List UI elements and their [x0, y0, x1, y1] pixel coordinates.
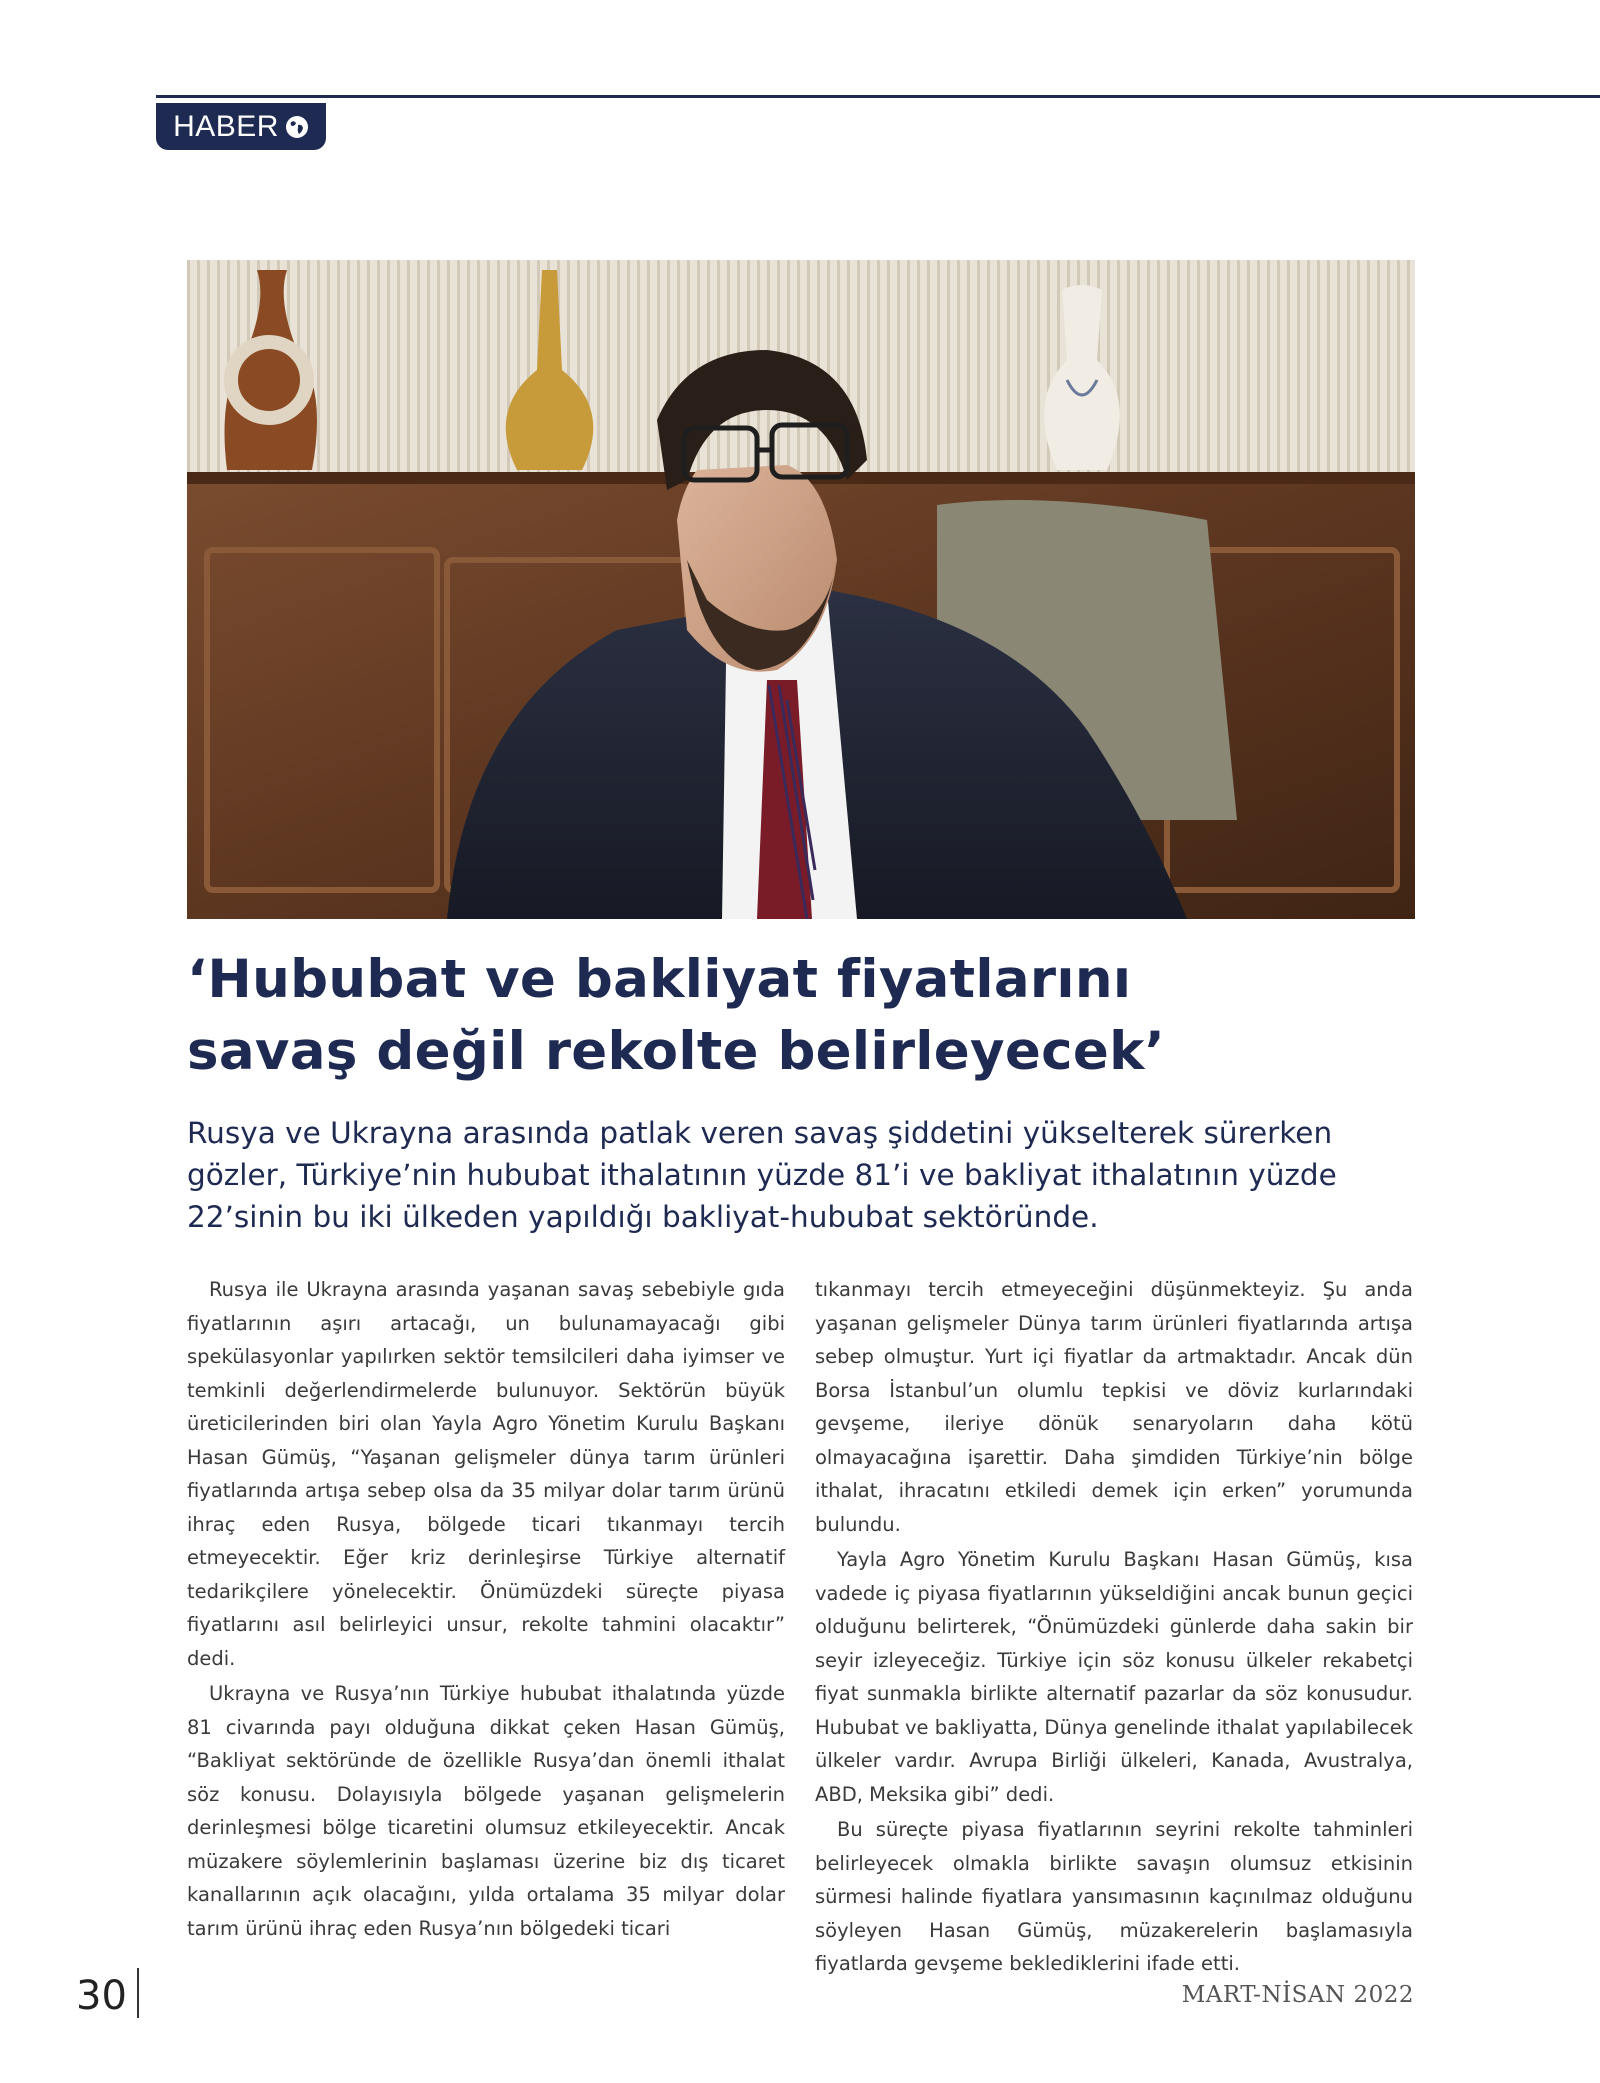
body-paragraph: Ukrayna ve Rusya’nın Türkiye hububat ithalatında yüzde 81 civarında payı olduğuna dikkat çeken Hasan Gümüş, “Bakliyat sektöründe de özellikle Rusya’dan önemli ithalat söz konusu. Dolayısıyla bölgede yaşanan gelişmelerin derinleşmesi bölge ticaretini olumsuz etkileyecektir. Ancak müzakere söylemlerinin başlaması üzerine biz dış ticaret kanallarının açık olacağını, yılda ortalama 35 milyar dolar tarım ürünü ihraç eden Rusya’nın bölgedeki ticari [187, 1682, 785, 1940]
lede-line: Rusya ve Ukrayna arasında patlak veren savaş şiddetini yükselterek sürerken [187, 1116, 1333, 1150]
globe-icon [285, 115, 309, 139]
headline-line: savaş değil rekolte belirleyecek’ [187, 1021, 1166, 1082]
body-column-right [815, 1273, 1413, 1981]
lede [187, 1112, 1417, 1238]
lede-line: gözler, Türkiye’nin hububat ithalatının yüzde 81’i ve bakliyat ithalatının yüzde [187, 1158, 1337, 1192]
body-column-left [187, 1273, 785, 1945]
body-paragraph: tıkanmayı tercih etmeyeceğini düşünmekteyiz. Şu anda yaşanan gelişmeler Dünya tarım ürünleri fiyatlarında artışa sebep olmuştur. Yurt içi fiyatlar da artmaktadır. Ancak dün Borsa İstanbul’un olumlu tepkisi ve döviz kurlarındaki gevşeme, ileriye dönük senaryoların daha kötü olmayacağına işarettir. Daha şimdiden Türkiye’nin bölge ithalat, ihracatını etkiledi demek için erken” yorumunda bulundu. [815, 1278, 1413, 1536]
body-paragraph: Rusya ile Ukrayna arasında yaşanan savaş sebebiyle gıda fiyatlarının aşırı artacağı, un bulunamayacağı gibi spekülasyonlar yapılırken sektör temsilcileri daha iyimser ve temkinli değerlendirmelerde bulunuyor. Sektörün büyük üreticilerinden biri olan Yayla Agro Yönetim Kurulu Başkanı Hasan Gümüş, “Yaşanan gelişmeler dünya tarım ürünleri fiyatlarında artışa sebep olsa da 35 milyar dolar tarım ürünü ihraç eden Rusya, bölgede ticari tıkanmayı tercih etmeyecektir. Eğer kriz derinleşirse Türkiye alternatif tedarikçilere yönelecektir. Önümüzdeki süreçte piyasa fiyatlarını asıl belirleyici unsur, rekolte tahmini olacaktır” dedi. [187, 1278, 785, 1670]
section-label: HABER [173, 109, 279, 143]
body-paragraph: Yayla Agro Yönetim Kurulu Başkanı Hasan Gümüş, kısa vadede iç piyasa fiyatlarının yükseldiğini ancak bunun geçici olduğunu belirterek, “Önümüzdeki günlerde daha sakin bir seyir izleyeceğiz. Türkiye için söz konusu ülkeler rekabetçi fiyat sunmakla birlikte alternatif pazarlar da söz konusudur. Hububat ve bakliyatta, Dünya genelinde ithalat yapılabilecek ülkeler vardır. Avrupa Birliği ülkeleri, Kanada, Avustralya, ABD, Meksika gibi” dedi. [815, 1548, 1413, 1806]
body-paragraph: Bu süreçte piyasa fiyatlarının seyrini rekolte tahminleri belirleyecek olmakla birlikte savaşın olumsuz etkisinin sürmesi halinde fiyatlara yansımasının kaçınılmaz olduğunu söyleyen Hasan Gümüş, müzakerelerin başlamasıyla fiyatlarda gevşeme beklediklerini ifade etti. [815, 1818, 1413, 1975]
headline-line: ‘Hububat ve bakliyat fiyatlarını [187, 949, 1132, 1010]
page-divider [137, 1968, 139, 2018]
issue-date: MART-NİSAN 2022 [1181, 1982, 1414, 2008]
section-tag [156, 103, 326, 150]
page-number: 30 [76, 1973, 127, 2019]
top-rule [156, 95, 1600, 98]
headline [187, 944, 1417, 1088]
lede-line: 22’sinin bu iki ülkeden yapıldığı bakliyat-hububat sektöründe. [187, 1200, 1099, 1234]
portrait-photo [187, 260, 1415, 919]
